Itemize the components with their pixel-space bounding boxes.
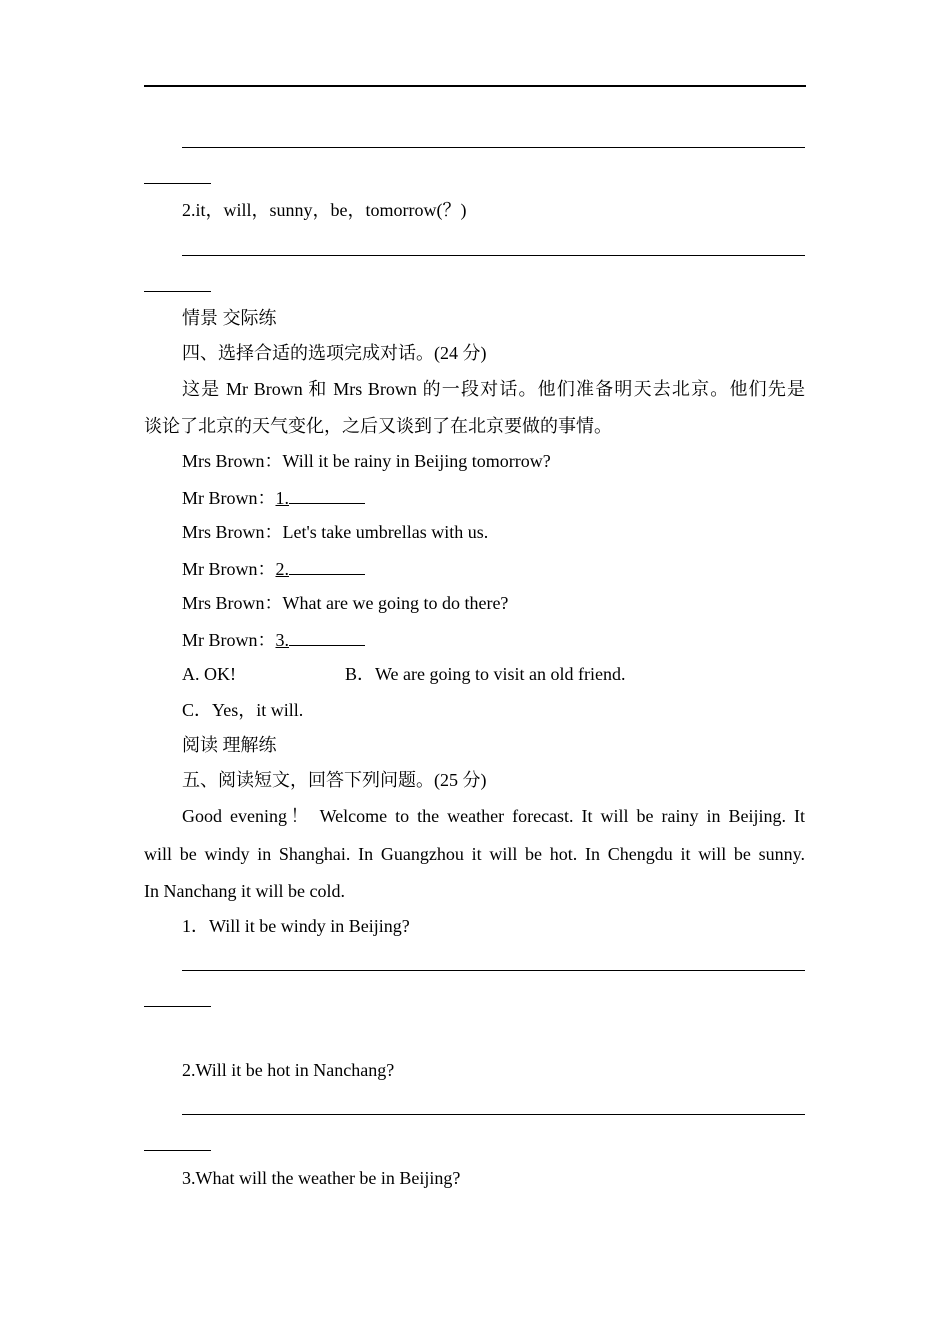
- blank-number: 3.: [275, 630, 289, 650]
- option-c: C．Yes，it will.: [182, 700, 304, 720]
- answer-line: [182, 255, 805, 256]
- section5-category: 阅读 理解练: [182, 735, 277, 755]
- speaker: Mrs Brown：: [182, 522, 283, 542]
- answer-line[interactable]: [182, 970, 805, 971]
- answer-blank[interactable]: [289, 557, 365, 575]
- dialogue-text: What are we going to do there?: [282, 593, 509, 613]
- answer-blank[interactable]: [289, 628, 365, 646]
- dialogue-text: Let's take umbrellas with us.: [282, 522, 489, 542]
- option-a: A. OK!: [182, 664, 236, 684]
- speaker: Mrs Brown：: [182, 451, 283, 471]
- speaker: Mr Brown：: [182, 488, 276, 508]
- blank-number: 2.: [275, 559, 289, 579]
- passage-line1: Good evening！ Welcome to the weather forecast. It will be rainy in Beijing. It: [182, 806, 805, 826]
- answer-line: [144, 85, 806, 87]
- answer-line: [144, 291, 211, 292]
- exercise3-question-2: 2.it，will，sunny，be，tomorrow(？): [182, 200, 467, 220]
- answer-line[interactable]: [144, 1150, 211, 1151]
- passage-line3: In Nanchang it will be cold.: [144, 881, 345, 901]
- answer-line[interactable]: [182, 1114, 805, 1115]
- answer-line[interactable]: [144, 1006, 211, 1007]
- dialogue-line: [182, 592, 508, 614]
- dialogue-line: [182, 557, 365, 580]
- answer-line: [182, 147, 805, 148]
- passage-line2: will be windy in Shanghai. In Guangzhou it will be hot. In Chengdu it will be sunny.: [144, 844, 805, 864]
- blank-number: 1.: [275, 488, 289, 508]
- section4-heading: 四、选择合适的选项完成对话。(24 分): [182, 343, 487, 363]
- reading-question-3: 3.What will the weather be in Beijing?: [182, 1168, 461, 1188]
- reading-question-1: 1．Will it be windy in Beijing?: [182, 916, 410, 936]
- speaker: Mrs Brown：: [182, 593, 283, 613]
- dialogue-line: [182, 450, 551, 472]
- section4-category: 情景 交际练: [182, 308, 277, 328]
- section4-intro-line1: 这是 Mr Brown 和 Mrs Brown 的一段对话。他们准备明天去北京。他们先是: [182, 379, 805, 399]
- section4-intro-line2: 谈论了北京的天气变化，之后又谈到了在北京要做的事情。: [144, 416, 612, 436]
- reading-question-2: 2.Will it be hot in Nanchang?: [182, 1060, 395, 1080]
- dialogue-line: [182, 628, 365, 651]
- dialogue-line: [182, 486, 365, 509]
- section5-heading: 五、阅读短文，回答下列问题。(25 分): [182, 770, 487, 790]
- dialogue-line: [182, 521, 488, 543]
- answer-line: [144, 183, 211, 184]
- option-b: B．We are going to visit an old friend.: [345, 664, 626, 684]
- answer-blank[interactable]: [289, 486, 365, 504]
- speaker: Mr Brown：: [182, 630, 276, 650]
- speaker: Mr Brown：: [182, 559, 276, 579]
- dialogue-text: Will it be rainy in Beijing tomorrow?: [282, 451, 551, 471]
